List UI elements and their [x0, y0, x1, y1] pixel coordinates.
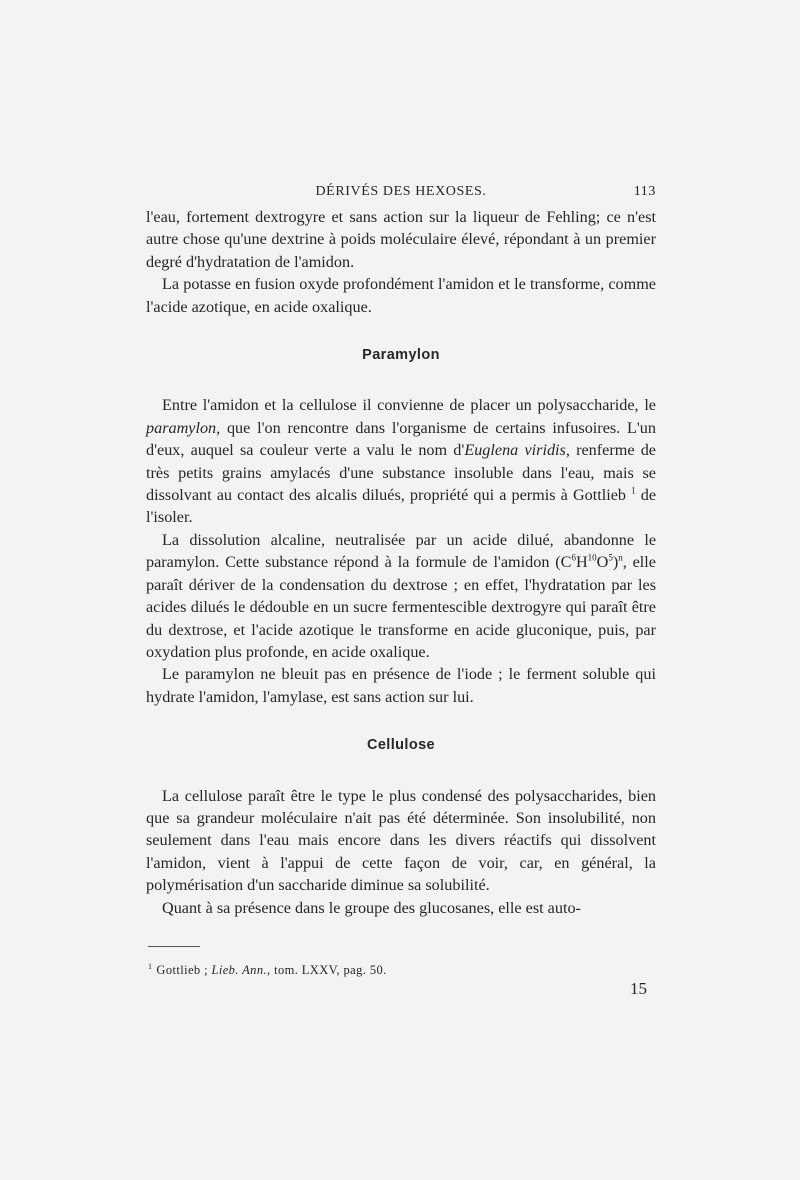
text-run: , elle paraît dériver de la condensation du dextrose ; en effet, l'hydratation par les acides dilués le dédouble en un sucre fermentescible dextrogyre qui paraît être du dextrose, et l'acide azotique le transforme en acide gluconique, puis, par oxydation plus profonde, en acide oxalique. — [146, 553, 656, 661]
intro-paragraph-2: La potasse en fusion oxyde profondément l'amidon et le transforme, comme l'acide azotique, en acide oxalique. — [146, 275, 656, 316]
footnote-reference: 1 — [631, 485, 636, 496]
cellulose-paragraph-1: La cellulose paraît être le type le plus condensé des polysaccharides, bien que sa grandeur moléculaire n'ait pas été déterminée. Son insolubilité, non seulement dans l'eau mais encore dans les divers réactifs qui dissolvent l'amidon, vient à l'appui de cette façon de voir, car, en général, la polymérisation d'un saccharide diminue sa solubilité. — [146, 786, 656, 895]
text-run: que l'on rencontre dans l'organisme de certains infusoires. L'un d'eux, auquel sa couleur verte a valu le nom d' — [146, 418, 656, 460]
formula-symbol: O — [596, 553, 609, 572]
section-heading-paramylon: Paramylon — [362, 347, 440, 364]
signature-mark: 15 — [630, 979, 647, 998]
cellulose-paragraph-2: Quant à sa présence dans le groupe des glucosanes, elle est auto- — [162, 898, 581, 917]
body-text — [146, 206, 656, 919]
footnote — [148, 962, 648, 978]
paramylon-paragraph-1 — [146, 394, 656, 528]
section-heading-cellulose: Cellulose — [366, 737, 436, 754]
paramylon-paragraph-3: Le paramylon ne bleuit pas en présence de l'iode ; le ferment soluble qui hydrate l'amidon, l'amylase, est sans action sur lui. — [146, 665, 656, 706]
intro-paragraph-1: l'eau, fortement dextrogyre et sans action sur la liqueur de Fehling; ce n'est autre chose qu'une dextrine à poids moléculaire élevé, répondant à un premier degré d'hydratation de l'amidon. — [146, 208, 656, 271]
text-run: , renferme de très petits grains amylacés d'une substance insoluble dans l'eau, mais se dissolvant au contact des alcalis dilués, propriété qui a permis à Gottlieb — [146, 441, 656, 505]
text-run: de l'isoler. — [146, 486, 657, 527]
footnote-rule — [148, 946, 200, 947]
formula-superscript: 10 — [587, 552, 597, 563]
formula-symbol: ) — [612, 553, 619, 572]
footnote-citation: , tom. LXXV, pag. 50. — [267, 963, 387, 978]
term-paramylon: paramylon, — [146, 418, 221, 437]
formula-superscript: 5 — [608, 552, 613, 563]
text-run: La dissolution alcaline, neutralisée par un acide dilué, abandonne le paramylon. Cette substance répond à la formule de l'amidon (C — [146, 530, 656, 572]
text-run: Entre l'amidon et la cellulose il convienne de placer un polysaccharide, le — [162, 396, 656, 415]
footnote-author: Gottlieb ; — [156, 963, 212, 978]
footnote-mark: 1 — [148, 962, 153, 971]
formula-superscript: 6 — [571, 552, 576, 563]
footnote-journal: Lieb. Ann. — [211, 963, 268, 978]
page-number: 113 — [633, 184, 656, 199]
formula-symbol: H — [575, 553, 588, 572]
paramylon-paragraph-2 — [146, 529, 656, 663]
running-title: DÉRIVÉS DES HEXOSES. — [315, 184, 487, 199]
species-name: Euglena viridis — [464, 441, 566, 460]
formula-superscript: n — [618, 552, 623, 563]
